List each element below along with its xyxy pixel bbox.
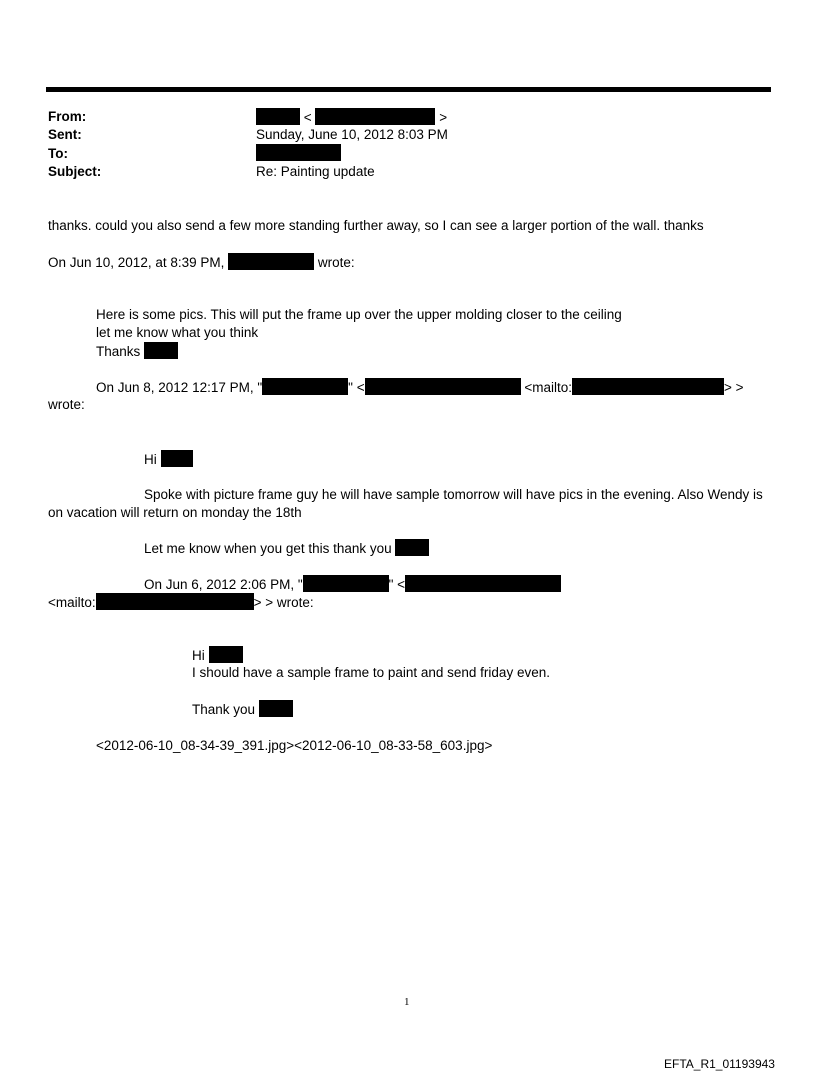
quote2-para1-line2: on vacation will return on monday the 18th [48,505,302,520]
quote3-thanks: Thank you [192,702,256,717]
quote2-para2 [144,539,429,557]
quote1-line2: let me know what you think [96,325,259,340]
quote3-signoff [192,700,293,718]
sent-value: Sunday, June 10, 2012 8:03 PM [256,127,448,142]
quote2-intro-text: On Jun 8, 2012 12:17 PM, " [96,380,263,395]
quote1-intro-wrote: wrote: [317,255,355,270]
quote3-intro [144,575,561,593]
quote2-mailto: <mailto: [524,380,573,395]
quote3-intro-text: On Jun 6, 2012 2:06 PM, " [144,577,303,592]
quote2-intro-mid: " < [348,380,365,395]
redaction [256,144,341,161]
redaction [262,378,348,395]
quote2-hi: Hi [144,452,157,467]
redaction [228,253,314,270]
quote2-greeting [144,450,193,468]
quote3-mailto: <mailto: [48,595,96,610]
to-label: To: [48,146,68,161]
quote1-intro-text: On Jun 10, 2012, at 8:39 PM, [48,255,225,270]
sent-label: Sent: [48,127,82,142]
quote1-line3 [96,342,178,360]
redaction [144,342,178,359]
quote2-intro [96,378,744,396]
quote2-intro-end: > > [724,380,744,395]
redaction [365,378,521,395]
header-rule [46,87,771,92]
redaction [395,539,429,556]
quote1-line1: Here is some pics. This will put the frame up over the upper molding closer to the ceiling [96,307,622,322]
footer-doc-id: EFTA_R1_01193943 [664,1057,775,1071]
redaction [96,593,254,610]
quote3-line1: I should have a sample frame to paint and send friday even. [192,665,550,680]
quote2-para1-line1: Spoke with picture frame guy he will have sample tomorrow will have pics in the evening. Also Wendy is [144,487,763,502]
attachments-line: <2012-06-10_08-34-39_391.jpg><2012-06-10_08-33-58_603.jpg> [96,738,493,753]
subject-value: Re: Painting update [256,164,375,179]
quote2-wrote: wrote: [48,397,85,412]
from-value [256,108,447,126]
from-close-bracket: > [439,110,448,125]
quote3-greeting [192,646,243,664]
from-open-bracket: < [303,110,312,125]
redaction [209,646,243,663]
quote1-thanks: Thanks [96,344,141,359]
subject-label: Subject: [48,164,102,179]
redaction [572,378,724,395]
redaction [405,575,561,592]
quote3-intro-mid: " < [388,577,406,592]
quote3-hi: Hi [192,648,205,663]
to-value [256,144,341,162]
page-number: 1 [404,996,410,1008]
redaction [161,450,193,467]
quote3-intro-end: > > wrote: [253,595,314,610]
from-label: From: [48,109,87,124]
redaction [259,700,293,717]
quote2-para2-text: Let me know when you get this thank you [144,541,392,556]
redaction [256,108,300,125]
redaction [303,575,389,592]
redaction [315,108,435,125]
quote3-mailto-line [48,593,314,611]
reply-text: thanks. could you also send a few more standing further away, so I can see a larger portion of the wall. thanks [48,218,704,233]
quote1-intro [48,253,355,271]
